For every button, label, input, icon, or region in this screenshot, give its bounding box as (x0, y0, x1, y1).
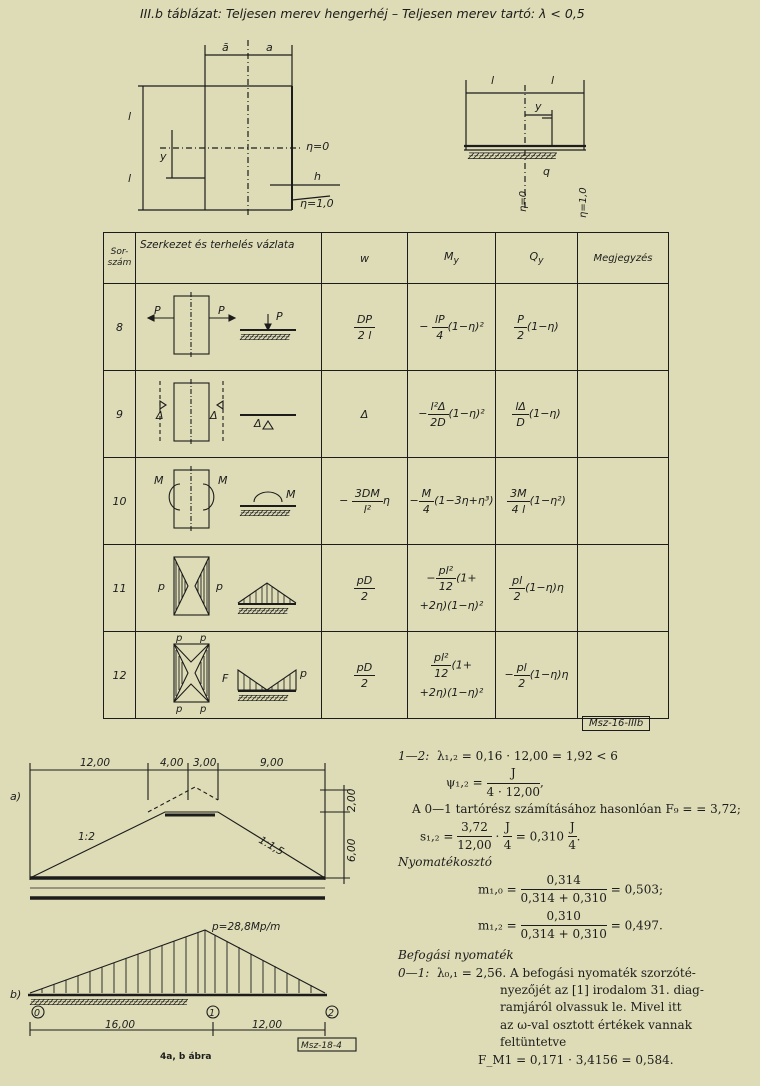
dim-top-4: 9,00 (260, 757, 284, 769)
label-y: y (160, 150, 167, 163)
header-no: Sor-szám (104, 233, 136, 284)
row-number: 12 (104, 632, 136, 719)
cell-note (578, 458, 669, 545)
dim-right-2: 6,00 (346, 838, 358, 862)
label-eta1: η=1,0 (300, 197, 334, 210)
header-note: Megjegyzés (578, 233, 669, 284)
cell-w: − $\frac{3DM}{\text{l²}}$ η (322, 458, 408, 545)
label-q: q (543, 165, 550, 178)
load-label: p=28,8Mp/m (212, 921, 281, 933)
sketch-p-beam: p (300, 667, 307, 680)
label-l-right: l (551, 74, 555, 87)
sketch-moment-right: M (218, 474, 228, 487)
sketch-load-right: P (218, 304, 225, 317)
svg-text:ƵƵƵƵƵƵƵƵƵƵƵ: ƵƵƵƵƵƵƵƵƵƵƵ (240, 333, 290, 342)
caption-nyomatekoszto: Nyomatékosztó (398, 855, 492, 870)
cell-qy: $\frac{l\Delta}{D}$ (1−η) (496, 371, 578, 458)
sketch-p-right: p (216, 580, 223, 593)
label-l-top: l (128, 110, 132, 123)
dim-top-3: 3,00 (193, 757, 217, 769)
sketch-disp-right: Δ (210, 409, 218, 422)
m10-lhs: m₁,₀ = (478, 882, 517, 897)
cell-note (578, 371, 669, 458)
para-f9: A 0—1 tartórész számításához hasonlóan F₉ = = 3,72; (412, 802, 741, 817)
label-h: h (314, 170, 321, 183)
sketch-load-beam: P (276, 310, 283, 323)
cell-my: − $\frac{lP}{4}$ (1−η)² (408, 284, 496, 371)
label-l-left: l (491, 74, 495, 87)
sketch-p-left: p (158, 580, 165, 593)
slope-right: 1:1,5 (256, 834, 286, 859)
s12-lhs: s₁,₂ = (420, 828, 454, 843)
label-eta1-right: η=1,0 (578, 187, 589, 218)
beam-sketch (464, 80, 586, 210)
sketch-p-top-right: p (200, 633, 207, 644)
psi-lhs: ψ₁,₂ = (446, 775, 483, 790)
node-1: 1 (209, 1008, 216, 1019)
m12-lhs: m₁,₂ = (478, 917, 517, 932)
header-qy: $Q_y$ (496, 233, 578, 284)
cell-note (578, 632, 669, 719)
para-line: az ω-val osztott értékek vannak (500, 1017, 692, 1032)
cell-my: $\frac{\text{pl²}}{12}$ (1+ +2η)(1−η)² (408, 632, 496, 719)
svg-text:ƵƵƵƵƵƵƵƵƵƵƵƵƵƵƵƵƵ: ƵƵƵƵƵƵƵƵƵƵƵƵƵƵƵƵƵ (468, 152, 556, 162)
cell-w: $\frac{DP}{2 l}$ (322, 284, 408, 371)
cell-my: − $\frac{\text{pl²}}{12}$ (1+ +2η)(1−η)² (408, 545, 496, 632)
label-a-bar: ā (222, 41, 229, 54)
sketch-load-left: P (154, 304, 161, 317)
cell-qy: $\frac{pl}{2}$ (1−η)η (496, 545, 578, 632)
svg-text:ƵƵƵƵƵƵƵƵƵƵƵ: ƵƵƵƵƵƵƵƵƵƵƵ (238, 694, 288, 703)
label-b-fig: b) (10, 988, 22, 1001)
label-a-fig: a) (10, 790, 22, 803)
header-my: $M_y$ (408, 233, 496, 284)
cell-note (578, 284, 669, 371)
svg-text:ƵƵƵƵƵƵƵƵƵƵƵ: ƵƵƵƵƵƵƵƵƵƵƵ (240, 509, 290, 518)
sketch-moment-left: M (154, 474, 164, 487)
label-y-right: y (535, 100, 542, 113)
slope-left: 1:2 (78, 831, 95, 843)
row-number: 10 (104, 458, 136, 545)
dim-bottom-1: 16,00 (105, 1019, 136, 1031)
cell-w: $\frac{pD}{2}$ (322, 545, 408, 632)
label-eta0-right: η=0 (518, 190, 529, 212)
node-2: 2 (328, 1008, 335, 1019)
cell-qy: $\frac{P}{2}$ (1−η) (496, 284, 578, 371)
label-eta0: η=0 (306, 140, 330, 153)
dim-top-1: 12,00 (80, 757, 111, 769)
cell-my: − $\frac{\text{l²Δ}}{2D}$ (1−η)² (408, 371, 496, 458)
caption-befogasi: Befogási nyomaték (398, 948, 514, 963)
svg-text:ƵƵƵƵƵƵƵƵƵƵƵ: ƵƵƵƵƵƵƵƵƵƵƵ (238, 607, 288, 616)
sketch-p-bottom-right: p (200, 704, 207, 715)
svg-text:ƵƵƵƵƵƵƵƵƵƵƵƵƵƵƵƵƵƵƵƵƵƵƵƵƵƵƵƵƵƵ: ƵƵƵƵƵƵƵƵƵƵƵƵƵƵƵƵƵƵƵƵƵƵƵƵƵƵƵƵƵƵƵƵƵƵƵ (30, 998, 187, 1007)
cell-qy: − $\frac{pl}{2}$ (1−η)η (496, 632, 578, 719)
calc-text: 1—2: λ₁,₂ = 0,16 · 12,00 = 1,92 < 6 ψ₁,₂ = $\frac{J}{4 \cdot 12,00}$ , A 0—1 tartórész számításához hasonlóan F₉ = = 3,72; s₁,₂ = $\frac{3,72}{12,00}$ · $\frac{J}{4}$ = 0,310 $\frac{J}{4}$ . Nyomatékosztó m₁,₀ = $\frac{0,314}{0,314 + 0,310}$ = 0,503; m₁,₂ = $\frac{0,310}{0,314 + 0,310}$ = 0,497. Befogási nyomaték 0—1: λ₀,₁ = 2,56. A befogási nyomaték szorzóté- nyezőjét az [1] irodalom 31. diag- ramjáról olvassuk le. Mivel itt az ω-val osztott értékek vannak feltüntetve F_M1 = 0,171 · 3,4156 = 0,584. (398, 748, 758, 1069)
para-line: feltüntetve (500, 1035, 567, 1050)
dim-bottom-2: 12,00 (252, 1019, 283, 1031)
cell-w: $\frac{pD}{2}$ (322, 632, 408, 719)
sketch-F: F (222, 672, 229, 685)
cell-note (578, 545, 669, 632)
dim-right-1: 2,00 (346, 788, 358, 812)
row-number: 8 (104, 284, 136, 371)
sketch-disp-beam: Δ (254, 417, 262, 430)
header-w: w (322, 233, 408, 284)
label-l-bottom: l (128, 172, 132, 185)
cell-w: Δ (322, 371, 408, 458)
fm1-result: F_M1 = 0,171 · 3,4156 = 0,584. (478, 1052, 674, 1067)
table-stamp: Msz-16-IIIb (582, 716, 650, 731)
page-title: III.b táblázat: Teljesen merev hengerhéj – Teljesen merev tartó: λ < 0,5 (140, 6, 585, 21)
figure-caption: 4a, b ábra (160, 1052, 212, 1062)
sketch-p-top-left: p (176, 633, 183, 644)
cell-my: − $\frac{M}{4}$ (1−3η+η³) (408, 458, 496, 545)
sketch-moment-beam: M (286, 488, 296, 501)
row-number: 11 (104, 545, 136, 632)
row-number: 9 (104, 371, 136, 458)
para-line: ramjáról olvassuk le. Mivel itt (500, 1000, 682, 1015)
sketch-p-bottom-left: p (176, 704, 183, 715)
dim-top-2: 4,00 (160, 757, 184, 769)
figure-stamp: Msz-18-4 (301, 1041, 342, 1051)
node-0: 0 (34, 1008, 41, 1019)
para-line: λ₀,₁ = 2,56. A befogási nyomaték szorzóté- (436, 965, 696, 980)
header-sketch: Szerkezet és terhelés vázlata (136, 233, 322, 284)
sketch-disp-left: Δ (156, 409, 164, 422)
cell-qy: $\frac{3M}{4 l}$ (1−η²) (496, 458, 578, 545)
lambda-12: λ₁,₂ = 0,16 · 12,00 = 1,92 < 6 (436, 749, 618, 763)
calc-head-01: 0—1: (398, 965, 430, 980)
calc-head-12: 1—2: (398, 749, 430, 763)
label-a: a (266, 41, 273, 54)
para-line: nyezőjét az [1] irodalom 31. diag- (500, 983, 704, 998)
